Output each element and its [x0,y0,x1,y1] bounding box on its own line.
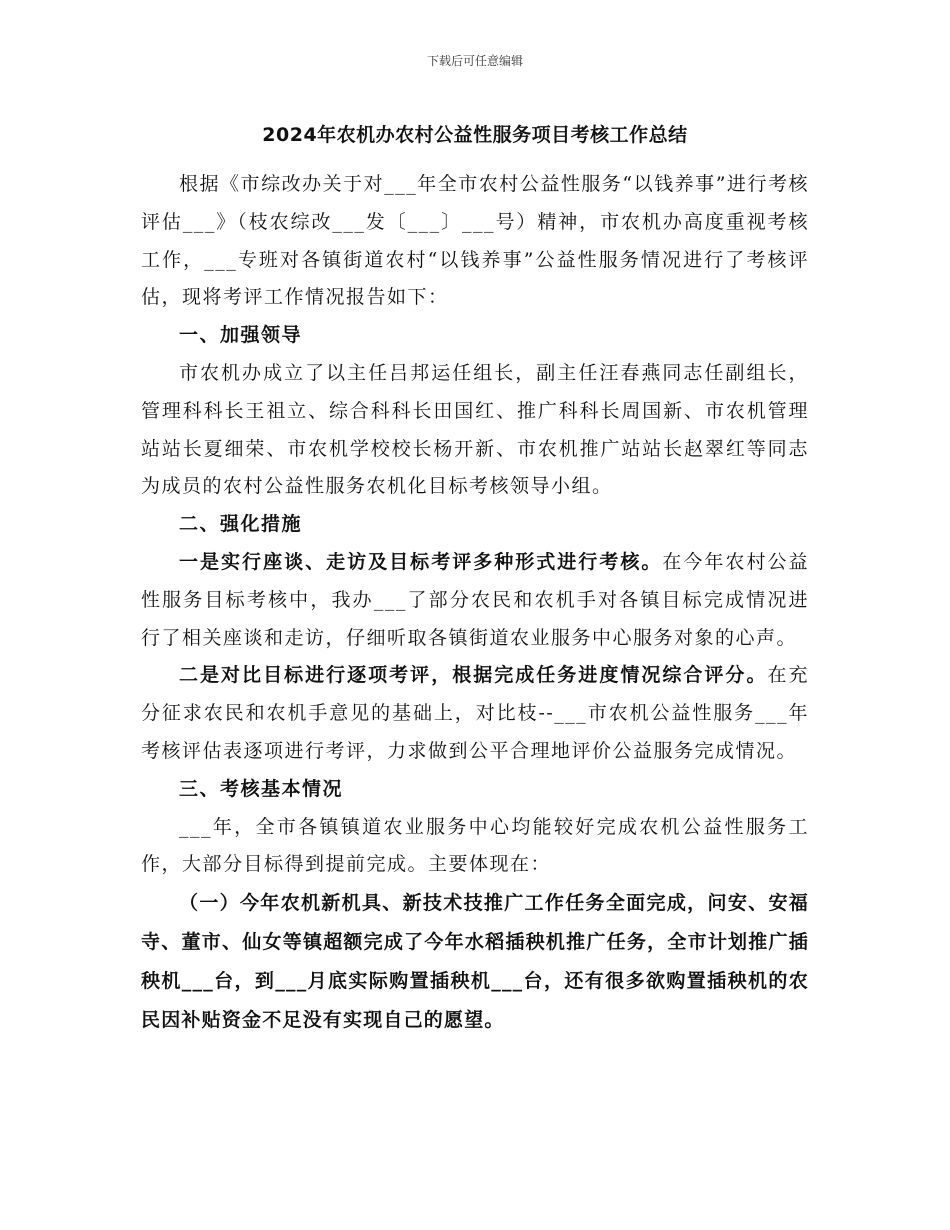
header-note: 下载后可任意编辑 [426,54,523,68]
section-heading-measures: 二、强化措施 [179,513,303,536]
section-heading-basic-situation: 三、考核基本情况 [179,777,344,800]
paragraph-item-one: （一）今年农机新机具、新技术技推广工作任务全面完成，问安、安福寺、董市、仙女等镇超额完成了今年水稻插秧机推广任务，全市计划推广插秧机___台，到___月底实际购置插秧机___台，还有很多欲购置插秧机的农民因补贴资金不足没有实现自己的愿望。 [141,892,809,1032]
paragraph-measure-one [141,544,809,657]
document-title: 2024年农机办农村公益性服务项目考核工作总结 [262,124,688,146]
paragraph-leadership: 市农机办成立了以主任吕邦运任组长，副主任汪春燕同志任副组长，管理科科长王祖立、综合科科长田国红、推广科科长周国新、市农机管理站站长夏细荣、市农机学校校长杨开新、市农机推广站站长赵翠红等同志为成员的农村公益性服务农机化目标考核领导小组。 [141,361,809,498]
paragraph-basic-situation: ___年，全市各镇镇道农业服务中心均能较好完成农机公益性服务工作，大部分目标得到提前完成。主要体现在： [141,815,809,876]
section-heading-leadership: 一、加强领导 [179,324,303,347]
document-body [141,166,809,1040]
measure-two-text: 在充分征求农民和农机手意见的基础上，对比枝--___市农机公益性服务___年考核评估表逐项进行考评，力求做到公平合理地评价公益服务完成情况。 [141,664,809,762]
measure-one-text: 在今年农村公益性服务目标考核中，我办___了部分农民和农机手对各镇目标完成情况进行了相关座谈和走访，仔细听取各镇街道农业服务中心服务对象的心声。 [141,550,809,649]
measure-two-lead: 二是对比目标进行逐项考评，根据完成任务进度情况综合评分。 [179,664,768,687]
measure-one-lead: 一是实行座谈、走访及目标考评多种形式进行考核。 [179,550,663,573]
paragraph-measure-two [141,657,809,770]
paragraph-intro: 根据《市综改办关于对___年全市农村公益性服务“以钱养事”进行考核评估___》（枝农综改___发〔___〕___号）精神，市农机办高度重视考核工作，___专班对各镇街道农村“以钱养事”公益性服务情况进行了考核评估，现将考评工作情况报告如下： [141,173,809,309]
